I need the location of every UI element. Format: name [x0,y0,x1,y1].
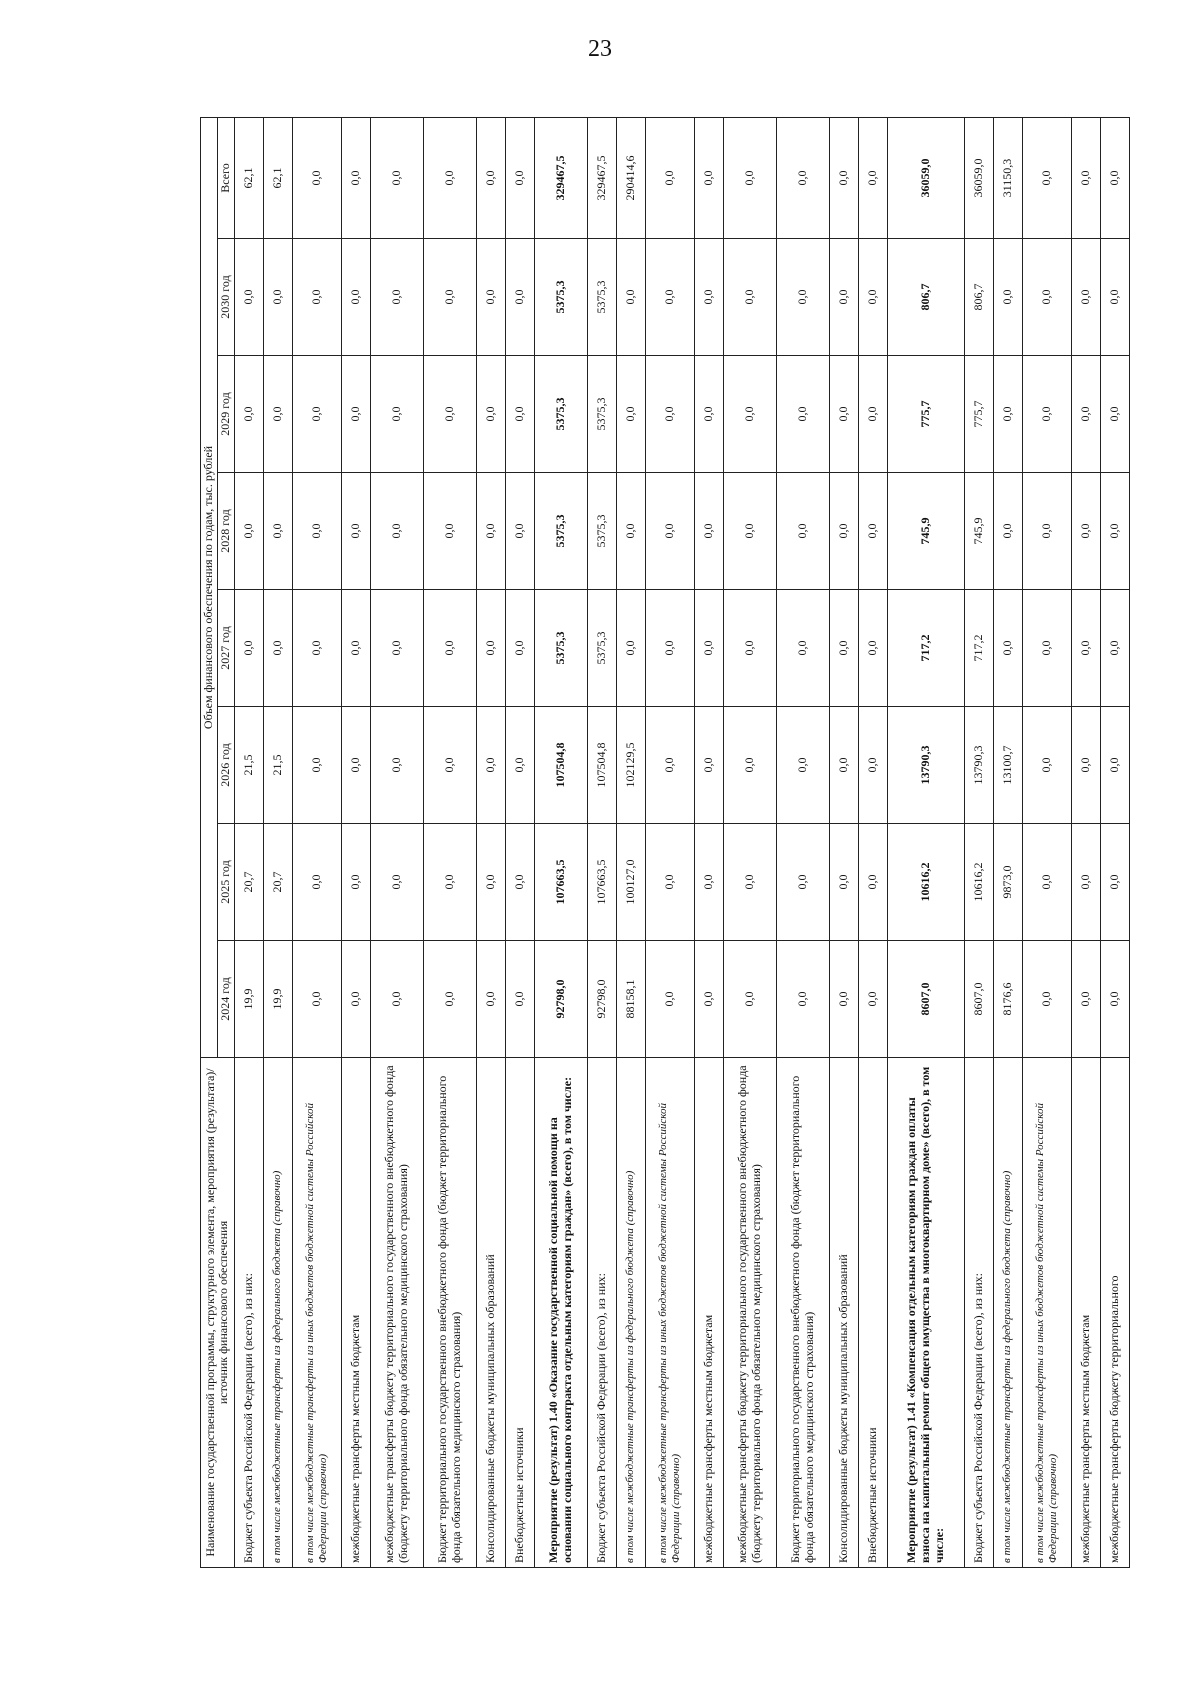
row-value: 0,0 [776,473,829,590]
row-value: 0,0 [858,707,887,824]
row-value: 290414,6 [616,117,645,238]
row-value: 0,0 [645,239,694,356]
row-value: 0,0 [829,590,858,707]
row-value: 36059,0 [887,117,964,238]
row-value: 0,0 [370,117,423,238]
row-name: в том числе межбюджетные трансферты из иных бюджетов бюджетной системы Российской Федерации (справочно) [1022,1058,1071,1568]
row-value: 10616,2 [887,824,964,941]
row-value: 0,0 [1071,239,1100,356]
row-name: в том числе межбюджетные трансферты из иных бюджетов бюджетной системы Российской Федерации (справочно) [292,1058,341,1568]
row-value: 5375,3 [534,473,587,590]
row-value: 0,0 [858,941,887,1058]
row-value: 0,0 [829,707,858,824]
header-year: 2029 год [217,356,234,473]
row-value: 0,0 [1100,590,1129,707]
row-value: 20,7 [234,824,263,941]
row-value: 5375,3 [587,356,616,473]
row-value: 0,0 [858,239,887,356]
row-name: в том числе межбюджетные трансферты из федерального бюджета (справочно) [616,1058,645,1568]
row-value: 0,0 [829,239,858,356]
row-value: 0,0 [829,117,858,238]
row-name: Внебюджетные источники [858,1058,887,1568]
row-value: 0,0 [1100,473,1129,590]
table-row [694,117,723,1567]
row-value: 0,0 [423,473,476,590]
row-value: 19,9 [263,941,292,1058]
row-name: межбюджетные трансферты местным бюджетам [1071,1058,1100,1568]
table-row [587,117,616,1567]
table-row [829,117,858,1567]
row-value: 0,0 [694,117,723,238]
row-value: 13100,7 [993,707,1022,824]
table-row [1022,117,1071,1567]
row-value: 0,0 [723,824,776,941]
table-row [723,117,776,1567]
row-value: 0,0 [1071,356,1100,473]
row-name: Бюджет территориального государственного внебюджетного фонда (бюджет территориального фонда обязательного медицинского страхования) [776,1058,829,1568]
row-value: 0,0 [1100,356,1129,473]
row-value: 806,7 [887,239,964,356]
row-name: межбюджетные трансферты бюджету территориального государственного внебюджетного фонда (бюджету территориального фонда обязательного медицинского страхования) [723,1058,776,1568]
row-value: 0,0 [858,473,887,590]
row-value: 0,0 [423,239,476,356]
row-value: 0,0 [723,117,776,238]
table-row [776,117,829,1567]
row-value: 0,0 [694,707,723,824]
table-row [616,117,645,1567]
row-value: 5375,3 [587,239,616,356]
row-value: 0,0 [723,473,776,590]
row-value: 0,0 [341,590,370,707]
row-value: 0,0 [694,590,723,707]
row-value: 0,0 [645,707,694,824]
row-value: 0,0 [263,473,292,590]
row-value: 5375,3 [587,590,616,707]
row-value: 8607,0 [887,941,964,1058]
rotated-table-region [200,118,1130,1568]
row-value: 0,0 [370,590,423,707]
table-row [292,117,341,1567]
financing-table [200,117,1130,1568]
table-row [534,117,587,1567]
row-value: 0,0 [234,473,263,590]
row-value: 0,0 [476,941,505,1058]
row-name: в том числе межбюджетные трансферты из федерального бюджета (справочно) [993,1058,1022,1568]
table-row [263,117,292,1567]
header-year: 2026 год [217,707,234,824]
row-value: 0,0 [370,473,423,590]
row-value: 0,0 [292,590,341,707]
row-value: 5375,3 [534,590,587,707]
table-row [887,117,964,1567]
row-value: 0,0 [645,356,694,473]
row-value: 92798,0 [534,941,587,1058]
header-year: 2027 год [217,590,234,707]
row-value: 13790,3 [887,707,964,824]
row-value: 0,0 [505,941,534,1058]
row-value: 0,0 [505,707,534,824]
row-value: 0,0 [341,941,370,1058]
row-value: 0,0 [476,707,505,824]
row-value: 0,0 [858,590,887,707]
row-value: 806,7 [964,239,993,356]
row-value: 0,0 [423,824,476,941]
row-value: 0,0 [263,590,292,707]
row-value: 0,0 [476,117,505,238]
header-volume-group: Объем финансового обеспечения по годам, тыс. рублей [201,117,218,1057]
row-value: 0,0 [292,356,341,473]
header-year: 2030 год [217,239,234,356]
row-value: 717,2 [964,590,993,707]
row-name: в том числе межбюджетные трансферты из иных бюджетов бюджетной системы Российской Федерации (справочно) [645,1058,694,1568]
row-value: 0,0 [723,239,776,356]
row-name: межбюджетные трансферты местным бюджетам [341,1058,370,1568]
row-name: Консолидированные бюджеты муниципальных образований [829,1058,858,1568]
row-value: 0,0 [616,473,645,590]
row-value: 92798,0 [587,941,616,1058]
row-value: 0,0 [505,117,534,238]
header-year: 2028 год [217,473,234,590]
row-value: 0,0 [370,824,423,941]
table-row [1071,117,1100,1567]
row-value: 0,0 [292,473,341,590]
row-value: 0,0 [370,239,423,356]
row-value: 0,0 [858,356,887,473]
table-body [234,117,1129,1567]
row-value: 0,0 [829,356,858,473]
row-value: 0,0 [1100,941,1129,1058]
row-value: 8176,6 [993,941,1022,1058]
row-value: 0,0 [694,941,723,1058]
row-value: 0,0 [723,590,776,707]
row-value: 0,0 [476,356,505,473]
row-name: Консолидированные бюджеты муниципальных образований [476,1058,505,1568]
table-row [234,117,263,1567]
row-value: 0,0 [1022,356,1071,473]
row-name: межбюджетные трансферты бюджету территориального государственного внебюджетного фонда (бюджету территориального фонда обязательного медицинского страхования) [370,1058,423,1568]
row-value: 0,0 [505,590,534,707]
table-row [964,117,993,1567]
row-value: 0,0 [476,239,505,356]
table-row [1100,117,1129,1567]
row-name: Бюджет субъекта Российской Федерации (всего), из них: [587,1058,616,1568]
row-value: 0,0 [645,117,694,238]
row-value: 5375,3 [587,473,616,590]
row-value: 0,0 [234,356,263,473]
row-value: 0,0 [694,239,723,356]
row-value: 0,0 [858,824,887,941]
row-value: 0,0 [370,356,423,473]
table-row [505,117,534,1567]
table-row [993,117,1022,1567]
row-value: 0,0 [694,824,723,941]
row-value: 10616,2 [964,824,993,941]
row-value: 0,0 [341,707,370,824]
header-year: 2025 год [217,824,234,941]
row-value: 329467,5 [534,117,587,238]
row-value: 0,0 [694,356,723,473]
row-value: 775,7 [887,356,964,473]
row-value: 0,0 [423,941,476,1058]
row-value: 0,0 [423,590,476,707]
page-number: 23 [588,36,612,62]
row-value: 775,7 [964,356,993,473]
row-value: 0,0 [505,473,534,590]
row-value: 0,0 [292,824,341,941]
row-value: 0,0 [1022,590,1071,707]
rotated-table-inner [200,118,1130,1568]
row-value: 0,0 [1071,590,1100,707]
row-name: Внебюджетные источники [505,1058,534,1568]
row-value: 19,9 [234,941,263,1058]
row-value: 0,0 [292,117,341,238]
row-value: 0,0 [645,824,694,941]
row-value: 0,0 [341,239,370,356]
row-value: 0,0 [776,590,829,707]
row-value: 0,0 [723,356,776,473]
row-name: межбюджетные трансферты бюджету территориального [1100,1058,1129,1568]
row-value: 107663,5 [587,824,616,941]
row-value: 0,0 [1071,824,1100,941]
row-value: 329467,5 [587,117,616,238]
row-value: 0,0 [1100,117,1129,238]
row-value: 13790,3 [964,707,993,824]
row-value: 21,5 [234,707,263,824]
row-value: 62,1 [263,117,292,238]
row-value: 0,0 [263,356,292,473]
row-value: 0,0 [370,941,423,1058]
row-value: 36059,0 [964,117,993,238]
row-value: 0,0 [341,117,370,238]
row-value: 0,0 [993,356,1022,473]
table-header [201,117,235,1567]
row-value: 0,0 [234,239,263,356]
row-value: 107504,8 [534,707,587,824]
row-value: 0,0 [616,356,645,473]
row-name: Мероприятие (результат) 1.40 «Оказание государственной социальной помощи на основании социального контракта отдельным категориям граждан» (всего), в том числе: [534,1058,587,1568]
row-value: 0,0 [423,707,476,824]
table-row [645,117,694,1567]
row-value: 0,0 [1100,707,1129,824]
row-value: 0,0 [234,590,263,707]
row-value: 0,0 [1022,824,1071,941]
row-value: 31150,3 [993,117,1022,238]
row-value: 0,0 [505,824,534,941]
row-value: 0,0 [505,356,534,473]
row-value: 0,0 [1022,239,1071,356]
row-value: 0,0 [776,356,829,473]
row-value: 8607,0 [964,941,993,1058]
row-value: 0,0 [776,707,829,824]
row-name: Бюджет территориального государственного внебюджетного фонда (бюджет территориального фонда обязательного медицинского страхования) [423,1058,476,1568]
row-value: 9873,0 [993,824,1022,941]
row-value: 717,2 [887,590,964,707]
row-name: межбюджетные трансферты местным бюджетам [694,1058,723,1568]
row-name: в том числе межбюджетные трансферты из федерального бюджета (справочно) [263,1058,292,1568]
row-value: 0,0 [1022,941,1071,1058]
row-value: 107504,8 [587,707,616,824]
header-year: Всего [217,117,234,238]
row-value: 0,0 [993,590,1022,707]
row-value: 0,0 [1022,473,1071,590]
row-value: 100127,0 [616,824,645,941]
row-value: 0,0 [829,824,858,941]
table-row [476,117,505,1567]
row-value: 0,0 [341,473,370,590]
row-value: 0,0 [694,473,723,590]
row-value: 0,0 [476,473,505,590]
row-value: 21,5 [263,707,292,824]
row-value: 88158,1 [616,941,645,1058]
row-value: 0,0 [1071,473,1100,590]
header-name: Наименование государственной программы, структурного элемента, мероприятия (результата)/источник финансового обеспечения [201,1058,235,1568]
row-value: 102129,5 [616,707,645,824]
row-value: 0,0 [776,941,829,1058]
row-value: 5375,3 [534,239,587,356]
row-value: 0,0 [1100,824,1129,941]
row-value: 0,0 [776,824,829,941]
row-value: 0,0 [1071,117,1100,238]
row-value: 0,0 [723,707,776,824]
row-value: 0,0 [829,473,858,590]
row-name: Мероприятие (результат) 1.41 «Компенсация отдельным категориям граждан оплаты взноса на капитальный ремонт общего имущества в многоквартирном доме» (всего), в том числе: [887,1058,964,1568]
row-value: 0,0 [423,117,476,238]
table-row [858,117,887,1567]
row-value: 745,9 [887,473,964,590]
row-value: 0,0 [341,824,370,941]
row-value: 0,0 [1022,117,1071,238]
header-year: 2024 год [217,941,234,1058]
row-value: 0,0 [1100,239,1129,356]
table-row [370,117,423,1567]
row-value: 0,0 [993,473,1022,590]
row-value: 0,0 [1022,707,1071,824]
row-value: 0,0 [616,590,645,707]
row-value: 0,0 [723,941,776,1058]
row-value: 0,0 [263,239,292,356]
row-value: 0,0 [645,590,694,707]
row-value: 0,0 [776,117,829,238]
row-value: 0,0 [341,356,370,473]
row-value: 745,9 [964,473,993,590]
row-name: Бюджет субъекта Российской Федерации (всего), из них: [964,1058,993,1568]
row-value: 0,0 [858,117,887,238]
row-value: 62,1 [234,117,263,238]
row-value: 0,0 [1071,941,1100,1058]
row-value: 0,0 [423,356,476,473]
row-value: 0,0 [292,239,341,356]
header-row-group [201,117,218,1567]
row-value: 0,0 [776,239,829,356]
row-value: 0,0 [1071,707,1100,824]
row-value: 0,0 [829,941,858,1058]
row-value: 0,0 [476,824,505,941]
row-name: Бюджет субъекта Российской Федерации (всего), из них: [234,1058,263,1568]
row-value: 0,0 [370,707,423,824]
row-value: 0,0 [645,941,694,1058]
row-value: 0,0 [645,473,694,590]
row-value: 0,0 [292,941,341,1058]
row-value: 0,0 [476,590,505,707]
row-value: 0,0 [993,239,1022,356]
row-value: 5375,3 [534,356,587,473]
table-row [423,117,476,1567]
row-value: 0,0 [505,239,534,356]
row-value: 0,0 [292,707,341,824]
row-value: 20,7 [263,824,292,941]
row-value: 107663,5 [534,824,587,941]
row-value: 0,0 [616,239,645,356]
table-row [341,117,370,1567]
